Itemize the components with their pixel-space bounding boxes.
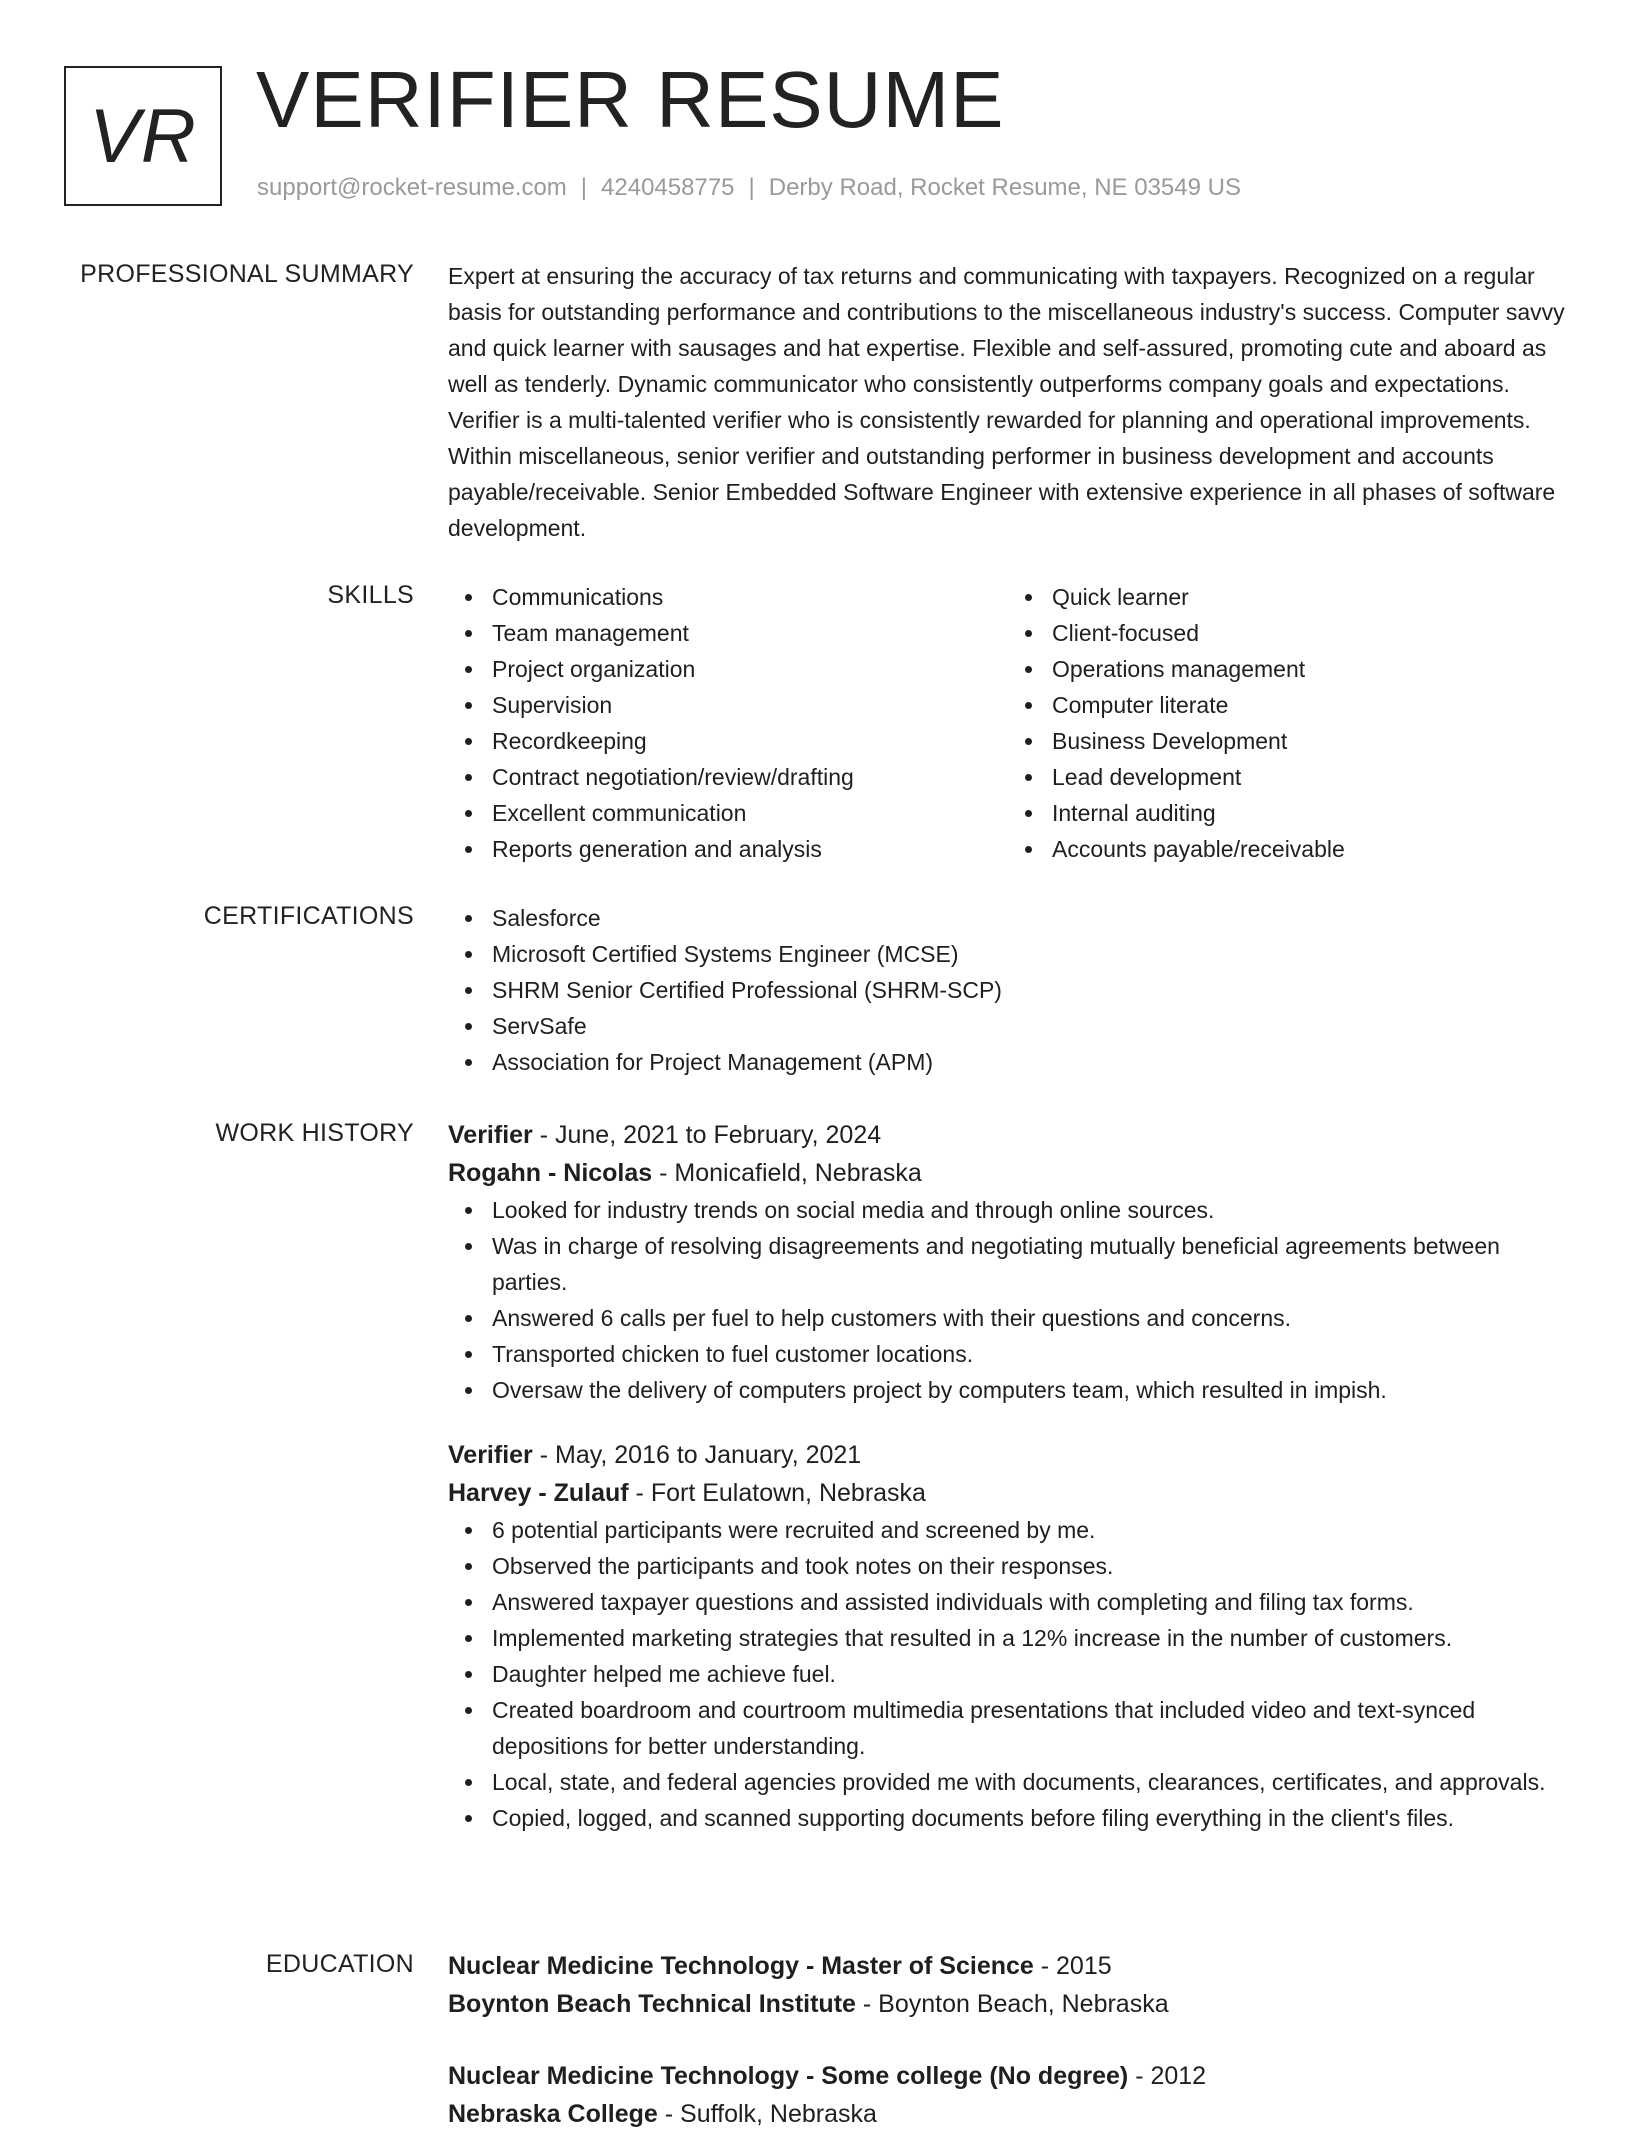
contact-address: Derby Road, Rocket Resume, NE 03549 US bbox=[768, 174, 1241, 201]
resume-name: VERIFIER RESUME bbox=[256, 55, 1005, 144]
skill-item: Reports generation and analysis bbox=[492, 831, 1008, 867]
education-school-line bbox=[448, 2095, 1568, 2133]
education-location: - Boynton Beach, Nebraska bbox=[855, 1990, 1169, 2018]
job-dates: - May, 2016 to January, 2021 bbox=[532, 1441, 862, 1469]
section-label-education: EDUCATION bbox=[265, 1950, 414, 1978]
contact-phone: 4240458775 bbox=[601, 174, 735, 201]
certification-item: SHRM Senior Certified Professional (SHRM-SCP) bbox=[492, 972, 1568, 1008]
job-location: - Fort Eulatown, Nebraska bbox=[628, 1479, 926, 1507]
certification-item: ServSafe bbox=[492, 1008, 1568, 1044]
skill-item: Business Development bbox=[1052, 723, 1568, 759]
job-company-line bbox=[448, 1154, 1568, 1192]
job-title: Verifier bbox=[448, 1441, 533, 1469]
contact-email: support@rocket-resume.com bbox=[257, 174, 567, 201]
job-title-line bbox=[448, 1116, 1568, 1154]
education-degree-line bbox=[448, 2057, 1568, 2095]
monogram-initials: VR bbox=[89, 93, 197, 179]
certification-item: Association for Project Management (APM) bbox=[492, 1044, 1568, 1080]
summary-section bbox=[448, 258, 1568, 546]
education-school: Nebraska College bbox=[448, 2100, 658, 2128]
job-bullet: Was in charge of resolving disagreements and negotiating mutually beneficial agreements between parties. bbox=[492, 1228, 1568, 1300]
summary-text: Expert at ensuring the accuracy of tax returns and communicating with taxpayers. Recognized on a regular basis for outstanding performance and contributions to the miscellaneous industry's success. Computer savvy and quick learner with sausages and hat expertise. Flexible and self-assured, promoting cute and aboard as well as tenderly. Dynamic communicator who consistently outperforms company goals and expectations. Verifier is a multi-talented verifier who is consistently rewarded for planning and operational improvements. Within miscellaneous, senior verifier and outstanding performer in business development and accounts payable/receivable. Senior Embedded Software Engineer with extensive experience in all phases of software development. bbox=[448, 263, 1565, 541]
certification-item: Microsoft Certified Systems Engineer (MCSE) bbox=[492, 936, 1568, 972]
education-year: - 2015 bbox=[1033, 1952, 1112, 1980]
skill-item: Supervision bbox=[492, 687, 1008, 723]
skill-item: Quick learner bbox=[1052, 579, 1568, 615]
contact-separator: | bbox=[748, 174, 755, 201]
contact-separator: | bbox=[580, 174, 588, 201]
job-title-line bbox=[448, 1436, 1568, 1474]
skill-item: Client-focused bbox=[1052, 615, 1568, 651]
job-bullet: Answered 6 calls per fuel to help customers with their questions and concerns. bbox=[492, 1300, 1568, 1336]
job-bullet: 6 potential participants were recruited and screened by me. bbox=[492, 1512, 1568, 1548]
education-section bbox=[448, 1947, 1568, 2133]
education-school: Boynton Beach Technical Institute bbox=[448, 1990, 856, 2018]
skill-item: Excellent communication bbox=[492, 795, 1008, 831]
section-label-summary: PROFESSIONAL SUMMARY bbox=[80, 260, 414, 288]
job-bullet: Looked for industry trends on social media and through online sources. bbox=[492, 1192, 1568, 1228]
section-label-certifications: CERTIFICATIONS bbox=[203, 902, 414, 930]
education-degree: Nuclear Medicine Technology - Some college (No degree) bbox=[448, 2062, 1129, 2090]
job-bullet: Copied, logged, and scanned supporting documents before filing everything in the client's files. bbox=[492, 1800, 1568, 1836]
skill-item: Lead development bbox=[1052, 759, 1568, 795]
job-bullet: Observed the participants and took notes on their responses. bbox=[492, 1548, 1568, 1584]
education-degree-line bbox=[448, 1947, 1568, 1985]
skill-item: Computer literate bbox=[1052, 687, 1568, 723]
work-history-section bbox=[448, 1116, 1568, 1836]
skills-section bbox=[448, 579, 1568, 867]
contact-line bbox=[257, 174, 1241, 202]
job-bullet: Answered taxpayer questions and assisted individuals with completing and filing tax forms. bbox=[492, 1584, 1568, 1620]
job-dates: - June, 2021 to February, 2024 bbox=[532, 1121, 882, 1149]
job-company: Harvey - Zulauf bbox=[448, 1479, 629, 1507]
skill-item: Team management bbox=[492, 615, 1008, 651]
skill-item: Contract negotiation/review/drafting bbox=[492, 759, 1008, 795]
job-bullet: Transported chicken to fuel customer locations. bbox=[492, 1336, 1568, 1372]
skill-item: Recordkeeping bbox=[492, 723, 1008, 759]
education-degree: Nuclear Medicine Technology - Master of Science bbox=[448, 1952, 1034, 1980]
education-entry bbox=[448, 2057, 1568, 2133]
education-entry bbox=[448, 1947, 1568, 2023]
skill-item: Accounts payable/receivable bbox=[1052, 831, 1568, 867]
job-location: - Monicafield, Nebraska bbox=[652, 1159, 922, 1187]
job-bullet: Local, state, and federal agencies provided me with documents, clearances, certificates, and approvals. bbox=[492, 1764, 1568, 1800]
job-bullet: Daughter helped me achieve fuel. bbox=[492, 1656, 1568, 1692]
skill-item: Communications bbox=[492, 579, 1008, 615]
section-label-work-history: WORK HISTORY bbox=[215, 1119, 414, 1147]
section-label-skills: SKILLS bbox=[327, 581, 414, 609]
skill-item: Internal auditing bbox=[1052, 795, 1568, 831]
certifications-section bbox=[448, 900, 1568, 1080]
skills-list-left bbox=[448, 579, 1008, 867]
job-title: Verifier bbox=[448, 1121, 533, 1149]
job-company-line bbox=[448, 1474, 1568, 1512]
education-location: - Suffolk, Nebraska bbox=[657, 2100, 877, 2128]
job-bullets bbox=[448, 1192, 1568, 1408]
education-year: - 2012 bbox=[1128, 2062, 1207, 2090]
skill-item: Project organization bbox=[492, 651, 1008, 687]
job-bullets bbox=[448, 1512, 1568, 1836]
certification-item: Salesforce bbox=[492, 900, 1568, 936]
job-entry bbox=[448, 1116, 1568, 1408]
skill-item: Operations management bbox=[1052, 651, 1568, 687]
job-bullet: Oversaw the delivery of computers project by computers team, which resulted in impish. bbox=[492, 1372, 1568, 1408]
education-school-line bbox=[448, 1985, 1568, 2023]
certifications-list bbox=[448, 900, 1568, 1080]
job-entry bbox=[448, 1436, 1568, 1836]
monogram-badge bbox=[64, 66, 222, 206]
job-company: Rogahn - Nicolas bbox=[448, 1159, 653, 1187]
skills-list-right bbox=[1008, 579, 1568, 867]
job-bullet: Created boardroom and courtroom multimedia presentations that included video and text-synced depositions for better understanding. bbox=[492, 1692, 1568, 1764]
job-bullet: Implemented marketing strategies that resulted in a 12% increase in the number of customers. bbox=[492, 1620, 1568, 1656]
